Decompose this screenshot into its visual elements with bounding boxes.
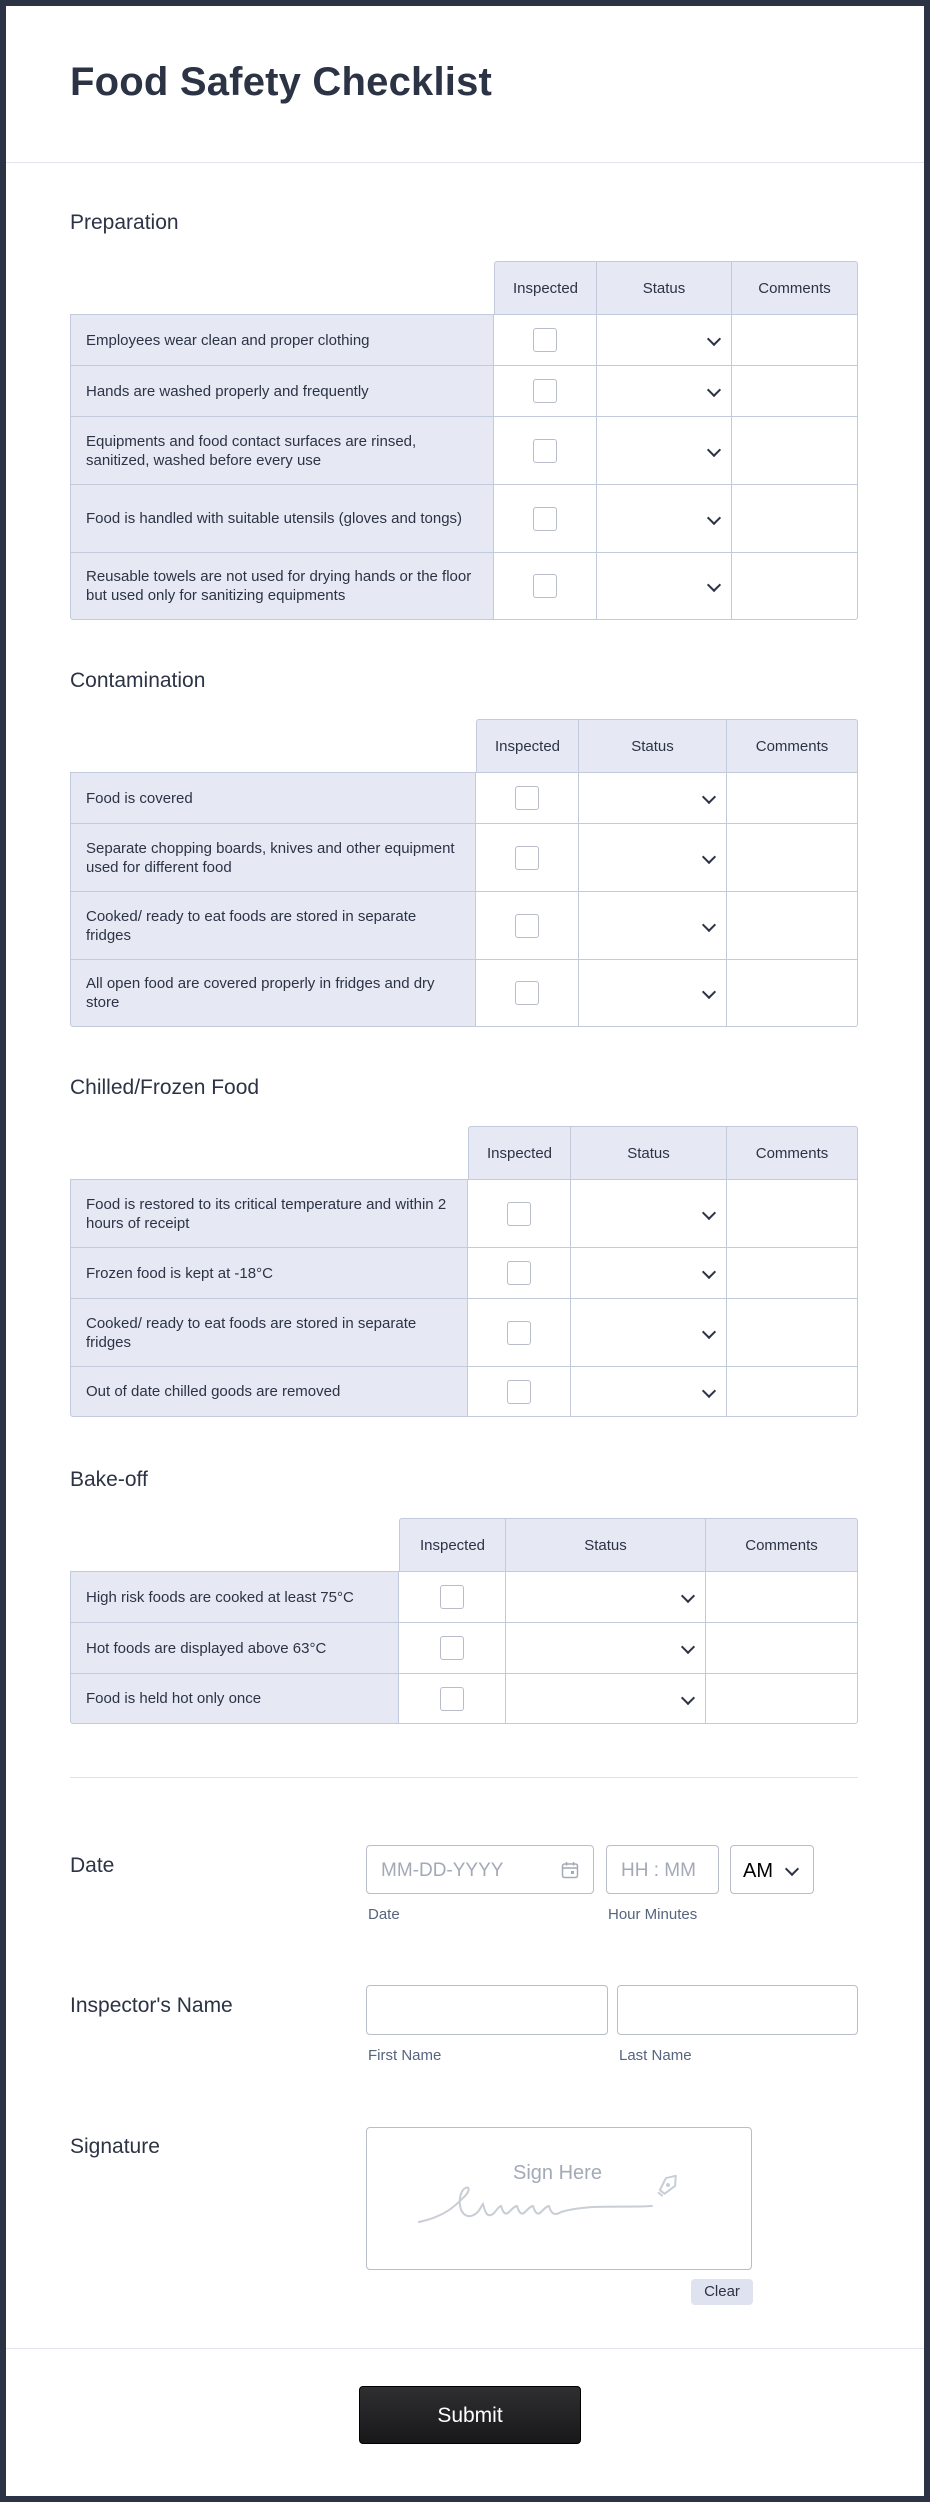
table-row (70, 1673, 858, 1724)
status-select[interactable] (597, 552, 732, 620)
comments-input[interactable] (732, 484, 858, 552)
chevron-down-icon (702, 1265, 716, 1279)
comments-input[interactable] (727, 1366, 858, 1417)
inspected-checkbox[interactable] (440, 1636, 464, 1660)
last-name-input[interactable] (617, 1985, 858, 2035)
comments-input[interactable] (727, 959, 858, 1027)
chevron-down-icon (702, 1205, 716, 1219)
submit-button[interactable]: Submit (359, 2386, 581, 2444)
column-header-inspected: Inspected (399, 1518, 506, 1571)
column-header-status: Status (506, 1518, 706, 1571)
signature-pad[interactable] (366, 2127, 752, 2270)
status-select[interactable] (597, 416, 732, 484)
column-header-comments: Comments (727, 1126, 858, 1179)
section-title: Chilled/Frozen Food (70, 1076, 260, 1099)
comments-input[interactable] (732, 365, 858, 416)
form-header (6, 6, 924, 163)
status-select[interactable] (579, 772, 727, 823)
date-placeholder: MM-DD-YYYY (381, 1860, 504, 1881)
comments-input[interactable] (727, 891, 858, 959)
inspected-checkbox[interactable] (515, 786, 539, 810)
table-row (70, 823, 858, 891)
inspected-checkbox[interactable] (515, 914, 539, 938)
inspected-checkbox[interactable] (507, 1202, 531, 1226)
form-title: Food Safety Checklist (70, 60, 493, 104)
inspector-name-label: Inspector's Name (70, 1994, 233, 2017)
column-header-comments: Comments (732, 261, 858, 314)
date-input[interactable] (366, 1845, 594, 1894)
section-title: Preparation (70, 211, 179, 234)
chevron-down-icon (681, 1690, 695, 1704)
chevron-down-icon (702, 790, 716, 804)
row-label: Equipments and food contact surfaces are rinsed, sanitized, washed before every use (70, 416, 494, 484)
row-label: Hands are washed properly and frequently (70, 365, 494, 416)
section-contamination (70, 669, 858, 1011)
chevron-down-icon (785, 1861, 799, 1875)
signature-label: Signature (70, 2135, 160, 2158)
clear-signature-button[interactable]: Clear (691, 2279, 753, 2305)
ampm-value: AM (743, 1860, 773, 1882)
inspected-checkbox[interactable] (533, 574, 557, 598)
inspected-checkbox[interactable] (515, 981, 539, 1005)
section-chilled-frozen (70, 1076, 858, 1400)
chevron-down-icon (707, 510, 721, 524)
date-sublabel: Date (368, 1906, 400, 1923)
row-label: Food is covered (70, 772, 476, 823)
comments-input[interactable] (727, 1247, 858, 1298)
chevron-down-icon (702, 849, 716, 863)
chevron-down-icon (707, 383, 721, 397)
comments-input[interactable] (732, 416, 858, 484)
row-label: Frozen food is kept at -18°C (70, 1247, 468, 1298)
first-name-input[interactable] (366, 1985, 608, 2035)
column-header-status: Status (597, 261, 732, 314)
matrix-table (70, 1518, 858, 1724)
chevron-down-icon (702, 985, 716, 999)
table-row (70, 1179, 858, 1247)
pen-icon (653, 2170, 683, 2200)
section-divider (70, 1777, 858, 1778)
column-header-status: Status (571, 1126, 727, 1179)
inspected-checkbox[interactable] (533, 507, 557, 531)
comments-input[interactable] (727, 1179, 858, 1247)
status-select[interactable] (597, 365, 732, 416)
chevron-down-icon (707, 332, 721, 346)
time-placeholder: HH : MM (621, 1860, 696, 1881)
comments-input[interactable] (706, 1571, 858, 1622)
status-select[interactable] (597, 314, 732, 365)
row-label: Food is restored to its critical temperature and within 2 hours of receipt (70, 1179, 468, 1247)
status-select[interactable] (506, 1571, 706, 1622)
column-header-inspected: Inspected (476, 719, 579, 772)
inspected-checkbox[interactable] (440, 1585, 464, 1609)
status-select[interactable] (597, 484, 732, 552)
row-label: Cooked/ ready to eat foods are stored in separate fridges (70, 1298, 468, 1366)
row-label: Employees wear clean and proper clothing (70, 314, 494, 365)
status-select[interactable] (579, 823, 727, 891)
table-row (70, 365, 858, 416)
time-sublabel: Hour Minutes (608, 1906, 698, 1923)
inspected-checkbox[interactable] (507, 1261, 531, 1285)
form-card (6, 6, 924, 2496)
chevron-down-icon (702, 1383, 716, 1397)
section-preparation (70, 211, 858, 604)
row-label: Food is held hot only once (70, 1673, 399, 1724)
inspected-checkbox[interactable] (533, 379, 557, 403)
matrix-table (70, 261, 858, 620)
comments-input[interactable] (727, 1298, 858, 1366)
row-label: Food is handled with suitable utensils (gloves and tongs) (70, 484, 494, 552)
inspected-checkbox[interactable] (507, 1380, 531, 1404)
signature-placeholder: Sign Here (513, 2162, 602, 2184)
row-label: Cooked/ ready to eat foods are stored in separate fridges (70, 891, 476, 959)
last-name-sublabel: Last Name (619, 2047, 692, 2064)
chevron-down-icon (707, 578, 721, 592)
calendar-icon[interactable] (561, 1861, 579, 1879)
column-header-inspected: Inspected (494, 261, 597, 314)
row-label: Out of date chilled goods are removed (70, 1366, 468, 1417)
table-row (70, 1298, 858, 1366)
table-row (70, 891, 858, 959)
matrix-table (70, 1126, 858, 1417)
chevron-down-icon (681, 1589, 695, 1603)
section-title: Contamination (70, 669, 206, 692)
table-row (70, 314, 858, 365)
status-select[interactable] (579, 891, 727, 959)
table-row (70, 484, 858, 552)
table-row (70, 1366, 858, 1417)
inspected-checkbox[interactable] (507, 1321, 531, 1345)
row-label: Reusable towels are not used for drying hands or the floor but used only for sanitizing equipments (70, 552, 494, 620)
row-label: Separate chopping boards, knives and other equipment used for different food (70, 823, 476, 891)
table-row (70, 552, 858, 620)
comments-input[interactable] (706, 1622, 858, 1673)
ampm-select[interactable] (730, 1845, 814, 1894)
row-label: Hot foods are displayed above 63°C (70, 1622, 399, 1673)
comments-input[interactable] (732, 552, 858, 620)
table-row (70, 772, 858, 823)
table-row (70, 1571, 858, 1622)
status-select[interactable] (571, 1247, 727, 1298)
column-header-comments: Comments (706, 1518, 858, 1571)
table-row (70, 959, 858, 1027)
chevron-down-icon (702, 917, 716, 931)
column-header-inspected: Inspected (468, 1126, 571, 1179)
status-select[interactable] (571, 1179, 727, 1247)
column-header-comments: Comments (727, 719, 858, 772)
column-header-status: Status (579, 719, 727, 772)
comments-input[interactable] (732, 314, 858, 365)
matrix-table (70, 719, 858, 1027)
chevron-down-icon (702, 1324, 716, 1338)
table-row (70, 416, 858, 484)
section-title: Bake-off (70, 1468, 148, 1491)
chevron-down-icon (681, 1640, 695, 1654)
inspected-checkbox[interactable] (533, 328, 557, 352)
inspected-checkbox[interactable] (533, 439, 557, 463)
comments-input[interactable] (727, 823, 858, 891)
status-select[interactable] (571, 1366, 727, 1417)
row-label: High risk foods are cooked at least 75°C (70, 1571, 399, 1622)
status-select[interactable] (579, 959, 727, 1027)
first-name-sublabel: First Name (368, 2047, 442, 2064)
row-label: All open food are covered properly in fridges and dry store (70, 959, 476, 1027)
section-bake-off (70, 1468, 858, 1707)
time-input[interactable] (606, 1845, 719, 1894)
inspected-checkbox[interactable] (440, 1687, 464, 1711)
status-select[interactable] (506, 1673, 706, 1724)
comments-input[interactable] (727, 772, 858, 823)
table-row (70, 1247, 858, 1298)
table-row (70, 1622, 858, 1673)
status-select[interactable] (506, 1622, 706, 1673)
inspected-checkbox[interactable] (515, 846, 539, 870)
date-label: Date (70, 1854, 115, 1877)
status-select[interactable] (571, 1298, 727, 1366)
chevron-down-icon (707, 442, 721, 456)
comments-input[interactable] (706, 1673, 858, 1724)
